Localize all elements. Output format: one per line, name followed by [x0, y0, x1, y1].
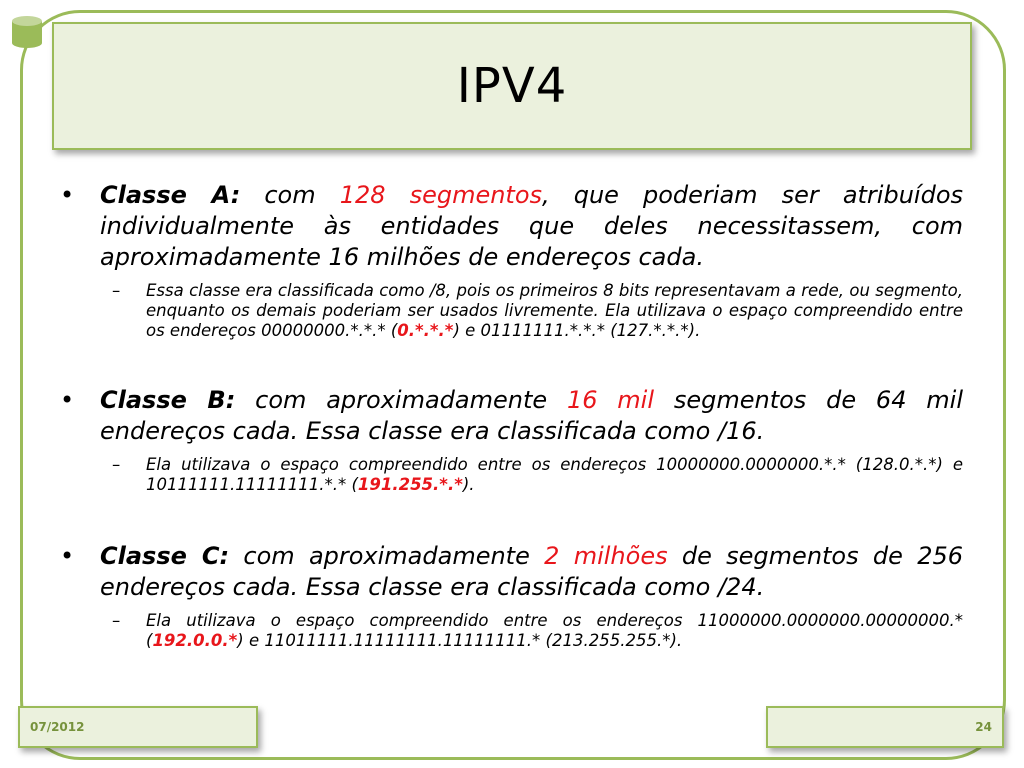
sub-bullet-marker: – — [112, 281, 121, 300]
footer-date: 07/2012 — [30, 720, 85, 734]
sub-bullet-text: Ela utilizava o espaço compreendido entre os endereços 10000000.0000000.*.* (128.0.*.*) e 10111111.11111111.*.* ( — [146, 455, 963, 494]
footer-date-box — [18, 706, 258, 748]
bullet-label: Classe C: — [100, 542, 230, 570]
sub-bullet-classe-c — [58, 611, 963, 651]
bullet-highlight: 2 milhões — [544, 542, 668, 570]
page-number: 24 — [975, 720, 992, 734]
bullet-classe-b — [58, 385, 963, 447]
sub-bullet-text: Ela utilizava o espaço compreendido entre os endereços 11000000.0000000.00000000.* ( — [146, 611, 963, 650]
bullet-text: , que poderiam ser atribuídos individualmente às entidades que deles necessitassem, com aproximadamente 16 milhões de endereços cada. — [100, 181, 963, 271]
bullet-text: de segmentos de 256 endereços cada. Essa classe era classificada como /24. — [100, 542, 963, 601]
bullet-highlight: 16 mil — [566, 386, 655, 414]
sub-bullet-text: ) e 11011111.11111111.11111111.* (213.255.255.*). — [237, 631, 683, 650]
sub-bullet-text: Essa classe era classificada como /8, pois os primeiros 8 bits representavam a rede, ou segmento, enquanto os demais poderiam ser usados livremente. Ela utilizava o espaço compreendido entre os endereços 00000000.*.*.* ( — [146, 281, 963, 340]
bullet-text: com — [240, 181, 340, 209]
bullet-highlight: 128 segmentos — [339, 181, 543, 209]
bullet-marker: • — [60, 386, 75, 414]
sub-bullet-classe-a — [58, 281, 963, 341]
sub-bullet-marker: – — [112, 611, 121, 630]
sub-bullet-text: ) e 01111111.*.*.* (127.*.*.*). — [453, 321, 701, 340]
footer-page-box — [766, 706, 1004, 748]
bullet-label: Classe A: — [100, 181, 241, 209]
bullet-label: Classe B: — [100, 386, 236, 414]
bullet-text: com aproximadamente — [229, 542, 545, 570]
sub-bullet-highlight: 192.0.0.* — [152, 631, 238, 650]
title-box — [52, 22, 972, 150]
slide-content — [58, 180, 963, 651]
sub-bullet-classe-b — [58, 455, 963, 495]
slide-title: IPV4 — [456, 58, 568, 114]
sub-bullet-marker: – — [112, 455, 121, 474]
bullet-marker: • — [60, 542, 75, 570]
sub-bullet-text: ). — [462, 475, 475, 494]
bullet-text: com aproximadamente — [235, 386, 567, 414]
bullet-classe-a — [58, 180, 963, 273]
bullet-marker: • — [60, 181, 75, 209]
sub-bullet-highlight: 0.*.*.* — [397, 321, 454, 340]
sub-bullet-highlight: 191.255.*.* — [357, 475, 463, 494]
bullet-classe-c — [58, 541, 963, 603]
bullet-text: segmentos de 64 mil endereços cada. Essa classe era classificada como /16. — [100, 386, 963, 445]
cylinder-icon — [10, 14, 44, 50]
